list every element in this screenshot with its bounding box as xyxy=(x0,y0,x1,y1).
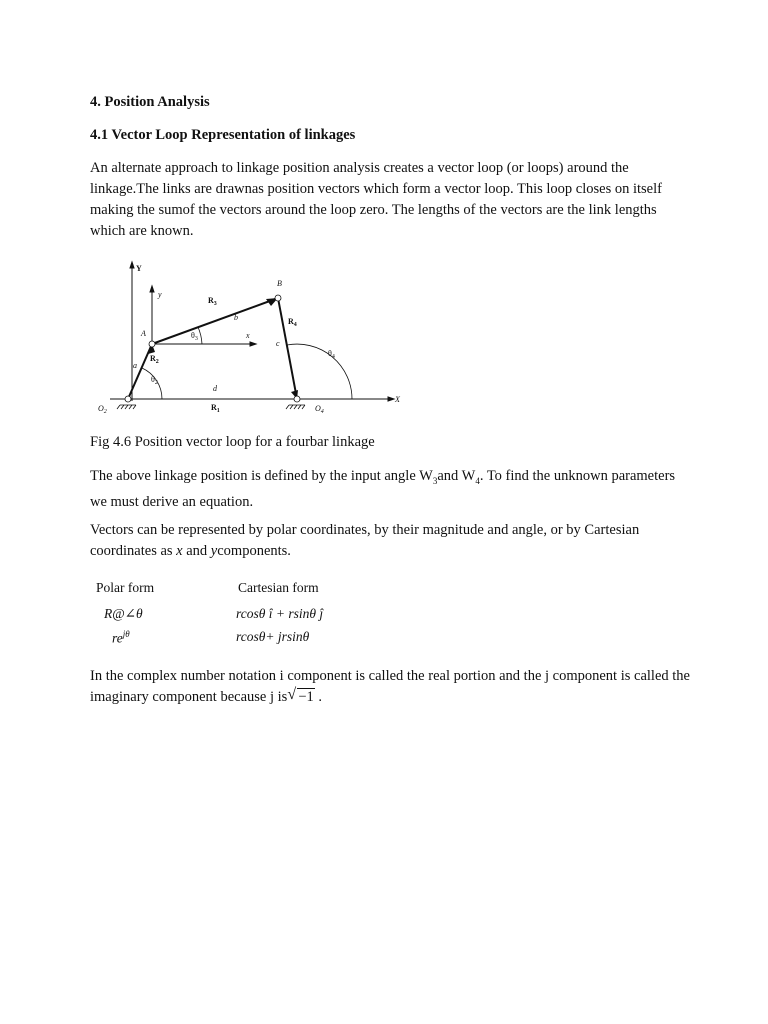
ground-o2 xyxy=(117,405,136,409)
cartesian-form-header: Cartesian form xyxy=(238,580,319,595)
svg-text:θ2 xyxy=(151,375,158,386)
svg-text:x xyxy=(245,331,250,340)
pin-a xyxy=(149,341,155,347)
label-theta3: θ xyxy=(191,331,195,340)
label-r4-sub: 4 xyxy=(293,322,297,328)
svg-text:R1 xyxy=(211,403,220,414)
local-x-arrow xyxy=(250,342,256,346)
svg-text:c xyxy=(276,339,280,348)
label-link-c: c xyxy=(276,339,280,348)
svg-text:y xyxy=(157,290,162,299)
label-theta3-sub: 3 xyxy=(194,336,198,342)
para3-text-3: components. xyxy=(217,543,291,559)
label-a: A xyxy=(141,329,146,338)
paragraph-input-angle xyxy=(90,466,690,513)
para2-text-2: and W xyxy=(437,468,476,484)
y-axis-arrow xyxy=(130,262,134,268)
para4-text-1: In the complex number notation i component is called the real portion and the j component is called the imaginary component because j is xyxy=(90,668,690,705)
label-theta2: θ xyxy=(151,375,155,384)
label-theta2-sub: 2 xyxy=(154,380,158,386)
radicand: −1 xyxy=(298,689,314,705)
para3-x: x xyxy=(176,543,183,559)
label-r3-sub: 3 xyxy=(213,301,217,307)
label-theta4: θ xyxy=(328,349,332,358)
para4-text-2: . xyxy=(314,689,322,705)
svg-text:O4 xyxy=(315,404,324,415)
svg-text:O2 xyxy=(98,404,107,415)
label-link-a: a xyxy=(133,361,137,370)
label-o2: O xyxy=(98,404,104,413)
pin-o2 xyxy=(125,396,131,402)
svg-text:θ3 xyxy=(191,331,198,342)
label-link-b: b xyxy=(234,313,238,322)
svg-text:A xyxy=(140,329,146,338)
svg-text:R2 xyxy=(150,354,159,365)
para2-sub-2: 4 xyxy=(475,475,480,486)
para3-y: y xyxy=(210,543,218,559)
polar-form-2 xyxy=(112,629,130,647)
intro-paragraph: An alternate approach to linkage position analysis creates a vector loop (or loops) around the linkage.The links are drawnas position vectors which form a vector loop. This loop closes on itself making the sumof the vectors around the loop zero. The lengths of the vectors are the link lengths which are known. xyxy=(90,160,662,239)
label-o2-sub: 2 xyxy=(103,409,107,415)
svg-text:a xyxy=(133,361,137,370)
svg-text:b xyxy=(234,313,238,322)
svg-text:d xyxy=(213,384,218,393)
polar-form-2-exp: jθ xyxy=(122,629,130,639)
link-r4 xyxy=(278,298,297,399)
pin-o4 xyxy=(294,396,300,402)
label-r4: R xyxy=(288,317,294,326)
radical-sign: √ xyxy=(287,686,297,703)
para2-text-1: The above linkage position is defined by the input angle W xyxy=(90,468,433,484)
section-title: 4. Position Analysis xyxy=(90,94,210,110)
forms-table xyxy=(90,576,350,650)
sqrt-expression xyxy=(287,687,314,708)
polar-form-header: Polar form xyxy=(96,580,155,595)
label-y-axis: Y xyxy=(136,264,142,273)
label-r2-sub: 2 xyxy=(155,359,159,365)
label-b: B xyxy=(277,279,282,288)
label-theta4-sub: 4 xyxy=(331,354,335,360)
cartesian-form-1: rcosθ î + rsinθ ĵ xyxy=(236,606,324,621)
local-y-arrow xyxy=(150,286,154,292)
label-r1: R xyxy=(211,403,217,412)
svg-text:R3 xyxy=(208,296,217,307)
figure-caption: Fig 4.6 Position vector loop for a fourbar linkage xyxy=(90,434,375,450)
svg-text:θ4 xyxy=(328,349,335,360)
label-r2: R xyxy=(150,354,156,363)
polar-form-1: R@∠θ xyxy=(104,606,143,621)
label-o4: O xyxy=(315,404,321,413)
polar-form-2-base: re xyxy=(112,630,123,646)
para2-sub-1: 3 xyxy=(432,475,438,486)
label-x-axis: X xyxy=(395,395,400,404)
subsection-title: 4.1 Vector Loop Representation of linkages xyxy=(90,127,356,143)
svg-text:R4 xyxy=(288,317,297,328)
svg-text:X xyxy=(394,395,401,404)
label-local-x: x xyxy=(246,331,250,340)
pin-b xyxy=(275,295,281,301)
para3-text-1: Vectors can be represented by polar coordinates, by their magnitude and angle, or by Cartesian coordinates as xyxy=(90,522,640,559)
para3-text-2: and xyxy=(182,543,211,559)
label-local-y: y xyxy=(158,290,162,299)
label-link-d: d xyxy=(213,384,217,393)
x-axis-arrow xyxy=(388,397,394,401)
para2-text-3: . To find the unknown parameters we must derive an equation. xyxy=(90,468,676,510)
theta3-arc xyxy=(198,327,202,344)
label-r3: R xyxy=(208,296,214,305)
ground-o4 xyxy=(286,405,305,409)
cartesian-form-2: rcosθ+ jrsinθ xyxy=(236,629,310,644)
paragraph-complex-notation xyxy=(90,666,690,708)
label-r1-sub: 1 xyxy=(216,408,220,414)
label-o4-sub: 4 xyxy=(320,409,324,415)
svg-text:Y xyxy=(136,264,142,273)
paragraph-vector-forms xyxy=(90,520,690,562)
fourbar-linkage-figure xyxy=(90,258,410,418)
svg-text:B xyxy=(277,279,282,288)
